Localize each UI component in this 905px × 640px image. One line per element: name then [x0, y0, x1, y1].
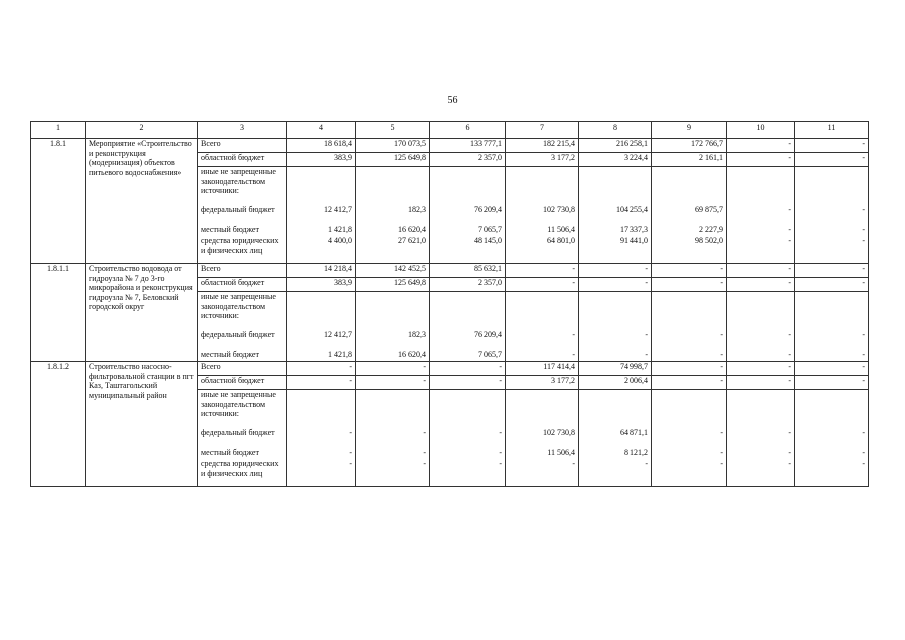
value-text: -	[572, 278, 575, 287]
value-text: 85 632,1	[474, 264, 502, 273]
value-cell	[506, 139, 579, 153]
value-text: -	[720, 376, 723, 385]
value-text: -	[720, 264, 723, 273]
value-text: -	[862, 362, 865, 371]
value-text: 91 441,0	[620, 236, 648, 245]
value-text: 2 357,0	[478, 278, 502, 287]
value-text: 64 801,0	[547, 236, 575, 245]
spacer	[509, 167, 575, 205]
value-cell	[652, 167, 727, 264]
value-cell	[287, 390, 356, 487]
value-cell	[727, 139, 795, 153]
value-cell	[795, 167, 869, 264]
spacer	[582, 167, 648, 205]
spacer	[798, 292, 865, 330]
value-cell	[430, 278, 506, 292]
value-cell	[287, 362, 356, 376]
value-cell	[287, 376, 356, 390]
value-text: -	[349, 362, 352, 371]
value-cell	[795, 264, 869, 278]
value-text: 74 998,7	[620, 362, 648, 371]
value-text: -	[499, 362, 502, 371]
value-text: 8 121,2	[624, 448, 648, 457]
spacer	[582, 292, 648, 330]
value-cell	[506, 264, 579, 278]
value-cell	[287, 292, 356, 362]
value-text: 170 073,5	[394, 139, 426, 148]
value-text: -	[645, 350, 648, 359]
row-code: 1.8.1	[31, 139, 86, 264]
column-header: 9	[652, 122, 727, 139]
value-text: 18 618,4	[324, 139, 352, 148]
value-text: -	[499, 448, 502, 457]
column-header: 6	[430, 122, 506, 139]
value-text: -	[645, 330, 648, 339]
value-text: -	[788, 225, 791, 234]
page-number: 56	[447, 95, 458, 106]
value-text: 16 620,4	[398, 350, 426, 359]
value-cell	[430, 153, 506, 167]
value-cell	[652, 292, 727, 362]
value-text: 142 452,5	[394, 264, 426, 273]
value-cell	[356, 153, 430, 167]
spacer	[509, 292, 575, 330]
value-text: 216 258,1	[616, 139, 648, 148]
spacer	[359, 292, 426, 330]
value-cell	[795, 153, 869, 167]
value-cell	[356, 376, 430, 390]
value-text: 182,3	[408, 330, 426, 339]
value-cell	[579, 264, 652, 278]
value-cell	[795, 362, 869, 376]
value-text: -	[862, 448, 865, 457]
value-text: 102 730,8	[543, 428, 575, 437]
value-text: -	[788, 448, 791, 457]
value-text: -	[349, 448, 352, 457]
value-text: 3 177,2	[551, 153, 575, 162]
value-text: -	[499, 428, 502, 437]
value-cell	[579, 278, 652, 292]
value-cell	[727, 390, 795, 487]
row-description: Строительство насосно-фильтровальной станции в пгт Каз, Таштагольский муниципальный район	[86, 362, 198, 487]
value-cell	[287, 278, 356, 292]
value-text: 1 421,8	[328, 225, 352, 234]
value-text: -	[788, 153, 791, 162]
value-cell	[287, 264, 356, 278]
other-sources-heading: иные не запрещенные законодательством источники:	[201, 390, 276, 418]
other-source-label: средства юридических и физических лиц	[201, 459, 279, 478]
value-text: -	[788, 139, 791, 148]
value-cell	[652, 362, 727, 376]
budget-table	[30, 121, 869, 487]
other-sources-heading: иные не запрещенные законодательством источники:	[201, 167, 276, 195]
value-text: -	[720, 362, 723, 371]
row-code: 1.8.1.2	[31, 362, 86, 487]
value-cell	[652, 139, 727, 153]
column-header: 7	[506, 122, 579, 139]
value-text: -	[862, 205, 865, 214]
value-text: -	[720, 350, 723, 359]
value-text: 48 145,0	[474, 236, 502, 245]
value-cell	[727, 264, 795, 278]
value-cell	[652, 278, 727, 292]
value-text: -	[720, 448, 723, 457]
spacer	[433, 390, 502, 428]
source-label-text: Всего	[201, 264, 221, 273]
value-cell	[506, 376, 579, 390]
value-cell	[795, 278, 869, 292]
value-cell	[652, 376, 727, 390]
spacer	[290, 292, 352, 330]
table-row	[31, 362, 869, 376]
value-cell	[430, 264, 506, 278]
value-cell	[356, 292, 430, 362]
spacer	[798, 167, 865, 205]
column-header: 8	[579, 122, 652, 139]
other-source-label: средства юридических и физических лиц	[201, 236, 279, 255]
value-cell	[430, 376, 506, 390]
value-text: -	[645, 459, 648, 468]
value-text: 27 621,0	[398, 236, 426, 245]
value-cell	[579, 139, 652, 153]
value-text: 76 209,4	[474, 205, 502, 214]
value-text: -	[572, 459, 575, 468]
spacer	[582, 390, 648, 428]
value-text: -	[788, 264, 791, 273]
other-source-label: местный бюджет	[201, 350, 259, 359]
spacer	[730, 292, 791, 330]
value-cell	[430, 292, 506, 362]
value-text: 11 506,4	[547, 225, 575, 234]
value-cell	[430, 139, 506, 153]
source-label	[198, 362, 287, 376]
value-text: -	[423, 376, 426, 385]
other-sources	[198, 167, 287, 264]
value-text: 182,3	[408, 205, 426, 214]
value-cell	[356, 139, 430, 153]
column-header: 3	[198, 122, 287, 139]
value-text: -	[349, 376, 352, 385]
value-cell	[795, 139, 869, 153]
value-cell	[727, 376, 795, 390]
column-header: 11	[795, 122, 869, 139]
column-number-row	[31, 122, 869, 139]
column-header: 10	[727, 122, 795, 139]
value-text: 104 255,4	[616, 205, 648, 214]
value-text: -	[349, 459, 352, 468]
source-label-text: областной бюджет	[201, 376, 265, 385]
value-text: 3 224,4	[624, 153, 648, 162]
other-sources-heading: иные не запрещенные законодательством источники:	[201, 292, 276, 320]
value-text: -	[720, 330, 723, 339]
value-cell	[727, 292, 795, 362]
source-label-text: областной бюджет	[201, 153, 265, 162]
spacer	[509, 390, 575, 428]
spacer	[359, 167, 426, 205]
value-text: -	[862, 459, 865, 468]
row-code: 1.8.1.1	[31, 264, 86, 362]
value-text: -	[720, 459, 723, 468]
value-cell	[287, 139, 356, 153]
value-text: -	[572, 330, 575, 339]
value-cell	[795, 376, 869, 390]
other-sources	[198, 390, 287, 487]
other-source-label: местный бюджет	[201, 448, 259, 457]
value-text: -	[862, 139, 865, 148]
value-cell	[506, 153, 579, 167]
value-text: -	[423, 448, 426, 457]
value-text: -	[572, 264, 575, 273]
row-description: Строительство водовода от гидроузла № 7 до 3-го микрорайона и реконструкция гидроузла № 7, Беловский городской округ	[86, 264, 198, 362]
value-cell	[356, 362, 430, 376]
value-cell	[506, 362, 579, 376]
value-text: 3 177,2	[551, 376, 575, 385]
value-text: -	[788, 362, 791, 371]
value-cell	[579, 376, 652, 390]
value-text: 7 065,7	[478, 350, 502, 359]
value-text: -	[788, 278, 791, 287]
source-label	[198, 139, 287, 153]
value-cell	[795, 390, 869, 487]
value-cell	[579, 292, 652, 362]
value-text: 2 357,0	[478, 153, 502, 162]
value-text: -	[720, 428, 723, 437]
value-text: 2 161,1	[699, 153, 723, 162]
value-text: 117 414,4	[543, 362, 575, 371]
value-text: -	[645, 278, 648, 287]
value-cell	[356, 278, 430, 292]
spacer	[730, 167, 791, 205]
value-text: -	[862, 236, 865, 245]
value-text: -	[788, 350, 791, 359]
table-row	[31, 264, 869, 278]
value-cell	[579, 167, 652, 264]
value-text: -	[720, 278, 723, 287]
value-text: -	[499, 459, 502, 468]
value-text: -	[862, 264, 865, 273]
value-cell	[579, 390, 652, 487]
column-header: 4	[287, 122, 356, 139]
row-description: Мероприятие «Строительство и реконструкция (модернизация) объектов питьевого водоснабжения»	[86, 139, 198, 264]
source-label	[198, 153, 287, 167]
value-cell	[506, 278, 579, 292]
value-cell	[579, 362, 652, 376]
value-cell	[506, 167, 579, 264]
value-text: -	[645, 264, 648, 273]
other-source-label: местный бюджет	[201, 225, 259, 234]
source-label	[198, 376, 287, 390]
spacer	[655, 292, 723, 330]
value-text: -	[862, 330, 865, 339]
value-text: 133 777,1	[470, 139, 502, 148]
value-text: -	[862, 376, 865, 385]
value-text: -	[572, 350, 575, 359]
value-text: -	[788, 428, 791, 437]
value-cell	[430, 362, 506, 376]
value-text: 1 421,8	[328, 350, 352, 359]
other-source-label: федеральный бюджет	[201, 330, 275, 339]
value-text: -	[788, 205, 791, 214]
value-cell	[795, 292, 869, 362]
value-text: 2 006,4	[624, 376, 648, 385]
source-label-text: Всего	[201, 362, 221, 371]
column-header: 2	[86, 122, 198, 139]
value-text: 12 412,7	[324, 330, 352, 339]
value-cell	[727, 153, 795, 167]
value-cell	[727, 362, 795, 376]
value-text: 17 337,3	[620, 225, 648, 234]
value-cell	[356, 167, 430, 264]
value-text: 16 620,4	[398, 225, 426, 234]
value-cell	[652, 390, 727, 487]
value-text: -	[788, 330, 791, 339]
value-text: -	[788, 376, 791, 385]
spacer	[290, 390, 352, 428]
value-cell	[652, 153, 727, 167]
source-label	[198, 278, 287, 292]
spacer	[655, 167, 723, 205]
value-text: 11 506,4	[547, 448, 575, 457]
value-text: 182 215,4	[543, 139, 575, 148]
value-cell	[506, 390, 579, 487]
spacer	[730, 390, 791, 428]
value-text: 4 400,0	[328, 236, 352, 245]
value-text: -	[499, 376, 502, 385]
value-text: 14 218,4	[324, 264, 352, 273]
value-text: -	[862, 225, 865, 234]
value-text: 383,9	[334, 153, 352, 162]
spacer	[655, 390, 723, 428]
other-source-label: федеральный бюджет	[201, 428, 275, 437]
value-cell	[506, 292, 579, 362]
value-text: -	[862, 428, 865, 437]
value-text: 64 871,1	[620, 428, 648, 437]
value-text: 125 649,8	[394, 278, 426, 287]
value-text: 69 875,7	[695, 205, 723, 214]
value-cell	[727, 278, 795, 292]
value-cell	[652, 264, 727, 278]
column-header: 1	[31, 122, 86, 139]
spacer	[433, 292, 502, 330]
spacer	[290, 167, 352, 205]
table-row	[31, 139, 869, 153]
value-text: -	[349, 428, 352, 437]
value-text: -	[862, 350, 865, 359]
value-text: -	[423, 459, 426, 468]
value-cell	[430, 390, 506, 487]
value-text: 172 766,7	[691, 139, 723, 148]
other-source-label: федеральный бюджет	[201, 205, 275, 214]
value-text: -	[788, 459, 791, 468]
value-text: 7 065,7	[478, 225, 502, 234]
source-label	[198, 264, 287, 278]
value-text: 125 649,8	[394, 153, 426, 162]
column-header: 5	[356, 122, 430, 139]
value-text: 102 730,8	[543, 205, 575, 214]
value-cell	[287, 167, 356, 264]
spacer	[359, 390, 426, 428]
spacer	[433, 167, 502, 205]
spacer	[798, 390, 865, 428]
value-cell	[579, 153, 652, 167]
value-text: 2 227,9	[699, 225, 723, 234]
value-text: 383,9	[334, 278, 352, 287]
source-label-text: областной бюджет	[201, 278, 265, 287]
value-text: -	[862, 278, 865, 287]
value-text: -	[862, 153, 865, 162]
value-text: -	[423, 428, 426, 437]
value-cell	[727, 167, 795, 264]
value-text: 76 209,4	[474, 330, 502, 339]
value-cell	[430, 167, 506, 264]
value-text: 12 412,7	[324, 205, 352, 214]
value-cell	[287, 153, 356, 167]
source-label-text: Всего	[201, 139, 221, 148]
value-text: 98 502,0	[695, 236, 723, 245]
other-sources	[198, 292, 287, 362]
value-text: -	[788, 236, 791, 245]
value-text: -	[423, 362, 426, 371]
value-cell	[356, 390, 430, 487]
value-cell	[356, 264, 430, 278]
